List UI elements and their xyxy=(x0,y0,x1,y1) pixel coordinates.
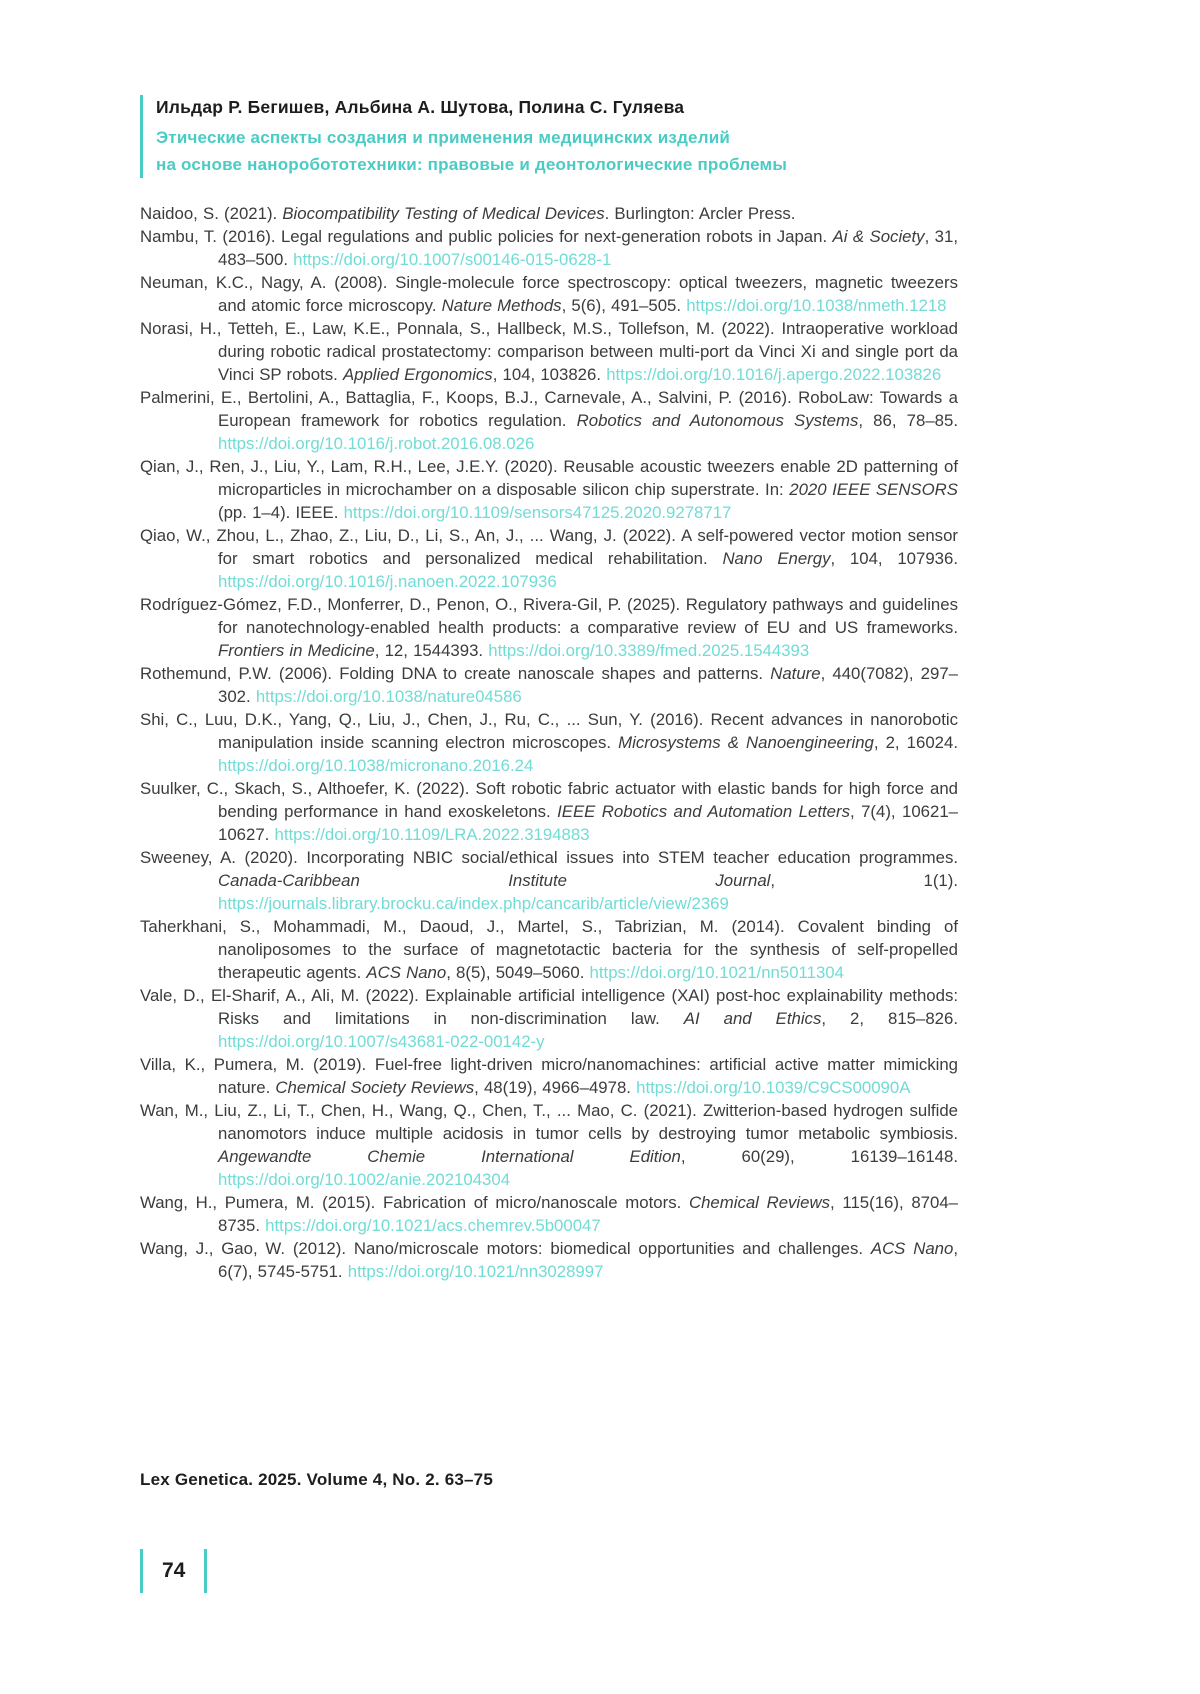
journal-name: IEEE Robotics and Automation Letters xyxy=(557,802,850,821)
reference-text: , 440(7082), 297–302. xyxy=(218,664,958,706)
journal-name: Chemical Society Reviews xyxy=(275,1078,475,1097)
article-title-line-1: Этические аспекты создания и применения медицинских изделий xyxy=(156,128,731,147)
page-number-block xyxy=(140,1548,207,1594)
reference-text: , 5(6), 491–505. xyxy=(561,296,687,315)
references-list xyxy=(140,202,958,1283)
journal-name: Nature xyxy=(770,664,821,683)
journal-name: ACS Nano xyxy=(870,1239,954,1258)
reference-text: , 8(5), 5049–5060. xyxy=(446,963,590,982)
doi-link[interactable]: https://doi.org/10.1016/j.robot.2016.08.026 xyxy=(218,434,535,453)
doi-link[interactable]: https://doi.org/10.1016/j.nanoen.2022.107936 xyxy=(218,572,557,591)
doi-link[interactable]: https://doi.org/10.1038/nature04586 xyxy=(255,687,522,706)
reference-item xyxy=(140,386,958,455)
journal-name: Biocompatibility Testing of Medical Devices xyxy=(282,204,605,223)
doi-link[interactable]: https://doi.org/10.1002/anie.202104304 xyxy=(218,1170,511,1189)
journal-name: Nature Methods xyxy=(441,296,562,315)
article-title-line-2: на основе наноробототехники: правовые и деонтологические проблемы xyxy=(156,154,788,174)
reference-item xyxy=(140,708,958,777)
reference-text: Wan, M., Liu, Z., Li, T., Chen, H., Wang, Q., Chen, T., ... Mao, C. (2021). Zwitterion-based hydrogen sulfide nanomotors induce multiple acidosis in tumor cells by destroying tumor metabolic symbiosis. xyxy=(140,1101,958,1143)
reference-text: , 115(16), 8704–8735. xyxy=(218,1193,958,1235)
reference-item xyxy=(140,1191,958,1237)
reference-text: , 86, 78–85. xyxy=(858,411,958,430)
doi-link[interactable]: https://doi.org/10.3389/fmed.2025.1544393 xyxy=(488,641,810,660)
reference-item xyxy=(140,225,958,271)
running-head xyxy=(140,95,787,178)
reference-text: Wang, H., Pumera, M. (2015). Fabrication of micro/nanoscale motors. xyxy=(140,1193,689,1212)
doi-link[interactable]: https://doi.org/10.1109/sensors47125.2020.9278717 xyxy=(343,503,732,522)
journal-name: Chemical Reviews xyxy=(688,1193,831,1212)
reference-item xyxy=(140,202,958,225)
reference-item xyxy=(140,984,958,1053)
reference-text: Suulker, C., Skach, S., Althoefer, K. (2022). Soft robotic fabric actuator with elastic bands for high force and bending performance in hand exoskeletons. xyxy=(140,779,958,821)
reference-item xyxy=(140,455,958,524)
doi-link[interactable]: https://journals.library.brocku.ca/index.php/cancarib/article/view/2369 xyxy=(218,894,729,913)
reference-text: . Burlington: Arcler Press. xyxy=(604,204,796,223)
reference-text: (pp. 1–4). IEEE. xyxy=(218,503,344,522)
doi-link[interactable]: https://doi.org/10.1007/s43681-022-00142-y xyxy=(218,1032,545,1051)
doi-link[interactable]: https://doi.org/10.1109/LRA.2022.3194883 xyxy=(274,825,590,844)
reference-text: , 48(19), 4966–4978. xyxy=(474,1078,637,1097)
reference-item xyxy=(140,317,958,386)
reference-item xyxy=(140,662,958,708)
reference-item xyxy=(140,777,958,846)
reference-text: Taherkhani, S., Mohammadi, M., Daoud, J., Martel, S., Tabrizian, M. (2014). Covalent binding of nanoliposomes to the surface of magnetotactic bacteria for the synthesis of self-propelled therapeutic agents. xyxy=(140,917,958,982)
reference-item xyxy=(140,915,958,984)
reference-item xyxy=(140,593,958,662)
reference-item xyxy=(140,271,958,317)
reference-text: , 104, 103826. xyxy=(492,365,607,384)
doi-link[interactable]: https://doi.org/10.1038/micronano.2016.24 xyxy=(218,756,534,775)
reference-item xyxy=(140,846,958,915)
reference-text: , 60(29), 16139–16148. xyxy=(680,1147,958,1166)
reference-text: Nambu, T. (2016). Legal regulations and public policies for next-generation robots in Japan. xyxy=(140,227,833,246)
reference-text: , 2, 815–826. xyxy=(821,1009,958,1028)
journal-name: Canada-Caribbean Institute Journal xyxy=(218,871,771,890)
journal-name: Robotics and Autonomous Systems xyxy=(576,411,859,430)
reference-text: Villa, K., Pumera, M. (2019). Fuel-free light-driven micro/nanomachines: artificial active matter mimicking nature. xyxy=(140,1055,958,1097)
reference-text: , 6(7), 5745-5751. xyxy=(218,1239,958,1281)
doi-link[interactable]: https://doi.org/10.1021/nn3028997 xyxy=(347,1262,604,1281)
journal-name: ACS Nano xyxy=(366,963,447,982)
reference-text: Shi, C., Luu, D.K., Yang, Q., Liu, J., Chen, J., Ru, C., ... Sun, Y. (2016). Recent advances in nanorobotic manipulation inside scanning electron microscopes. xyxy=(140,710,958,752)
doi-link[interactable]: https://doi.org/10.1021/acs.chemrev.5b00047 xyxy=(265,1216,601,1235)
journal-name: Ai & Society xyxy=(832,227,925,246)
reference-text: Sweeney, A. (2020). Incorporating NBIC social/ethical issues into STEM teacher education programmes. xyxy=(140,848,958,867)
journal-name: 2020 IEEE SENSORS xyxy=(789,480,958,499)
reference-text: Rothemund, P.W. (2006). Folding DNA to create nanoscale shapes and patterns. xyxy=(140,664,771,683)
journal-name: Applied Ergonomics xyxy=(342,365,493,384)
reference-text: , 1(1). xyxy=(770,871,958,890)
reference-text: Qian, J., Ren, J., Liu, Y., Lam, R.H., Lee, J.E.Y. (2020). Reusable acoustic tweezers enable 2D patterning of microparticles in microchamber on a disposable silicon chip superstrate. In: xyxy=(140,457,958,499)
authors-line: Ильдар Р. Бегишев, Альбина А. Шутова, Полина С. Гуляева xyxy=(156,97,685,117)
reference-text: Wang, J., Gao, W. (2012). Nano/microscale motors: biomedical opportunities and challenges. xyxy=(140,1239,871,1258)
reference-text: Qiao, W., Zhou, L., Zhao, Z., Liu, D., Li, S., An, J., ... Wang, J. (2022). A self-powered vector motion sensor for smart robotics and personalized medical rehabilitation. xyxy=(140,526,958,568)
journal-name: AI and Ethics xyxy=(683,1009,822,1028)
reference-text: , 12, 1544393. xyxy=(374,641,489,660)
reference-item xyxy=(140,1237,958,1283)
reference-text: , 104, 107936. xyxy=(830,549,959,568)
reference-text: Rodríguez-Gómez, F.D., Monferrer, D., Penon, O., Rivera-Gil, P. (2025). Regulatory pathways and guidelines for nanotechnology-enabled health products: a comparative review of EU and US frameworks. xyxy=(140,595,958,637)
doi-link[interactable]: https://doi.org/10.1038/nmeth.1218 xyxy=(686,296,947,315)
reference-item xyxy=(140,1053,958,1099)
reference-text: Palmerini, E., Bertolini, A., Battaglia, F., Koops, B.J., Carnevale, A., Salvini, P. (2016). RoboLaw: Towards a European framework for robotics regulation. xyxy=(140,388,958,430)
reference-text: Naidoo, S. (2021). xyxy=(140,204,283,223)
reference-text: Neuman, K.C., Nagy, A. (2008). Single-molecule force spectroscopy: optical tweezers, magnetic tweezers and atomic force microscopy. xyxy=(140,273,958,315)
doi-link[interactable]: https://doi.org/10.1007/s00146-015-0628-1 xyxy=(293,250,612,269)
doi-link[interactable]: https://doi.org/10.1016/j.apergo.2022.103826 xyxy=(606,365,942,384)
doi-link[interactable]: https://doi.org/10.1039/C9CS00090A xyxy=(636,1078,911,1097)
reference-text: Norasi, H., Tetteh, E., Law, K.E., Ponnala, S., Hallbeck, M.S., Tollefson, M. (2022). Intraoperative workload during robotic radical prostatectomy: comparison between multi-port da Vinci Xi and single port da Vinci SP robots. xyxy=(140,319,958,384)
reference-text: , 2, 16024. xyxy=(873,733,958,752)
journal-footer-line: Lex Genetica. 2025. Volume 4, No. 2. 63–75 xyxy=(140,1470,493,1489)
reference-text: Vale, D., El-Sharif, A., Ali, M. (2022). Explainable artificial intelligence (XAI) post-hoc explainability methods: Risks and limitations in non-discrimination law. xyxy=(140,986,958,1028)
reference-text: , 7(4), 10621–10627. xyxy=(218,802,959,844)
reference-item xyxy=(140,1099,958,1191)
page-number-right-bar xyxy=(204,1549,207,1593)
journal-name: Nano Energy xyxy=(722,549,831,568)
journal-name: Microsystems & Nanoengineering xyxy=(618,733,874,752)
reference-text: , 31, 483–500. xyxy=(218,227,958,269)
reference-item xyxy=(140,524,958,593)
journal-name: Frontiers in Medicine xyxy=(218,641,375,660)
page-number: 74 xyxy=(162,1559,186,1582)
journal-name: Angewandte Chemie International Edition xyxy=(218,1147,681,1166)
doi-link[interactable]: https://doi.org/10.1021/nn5011304 xyxy=(589,963,844,982)
